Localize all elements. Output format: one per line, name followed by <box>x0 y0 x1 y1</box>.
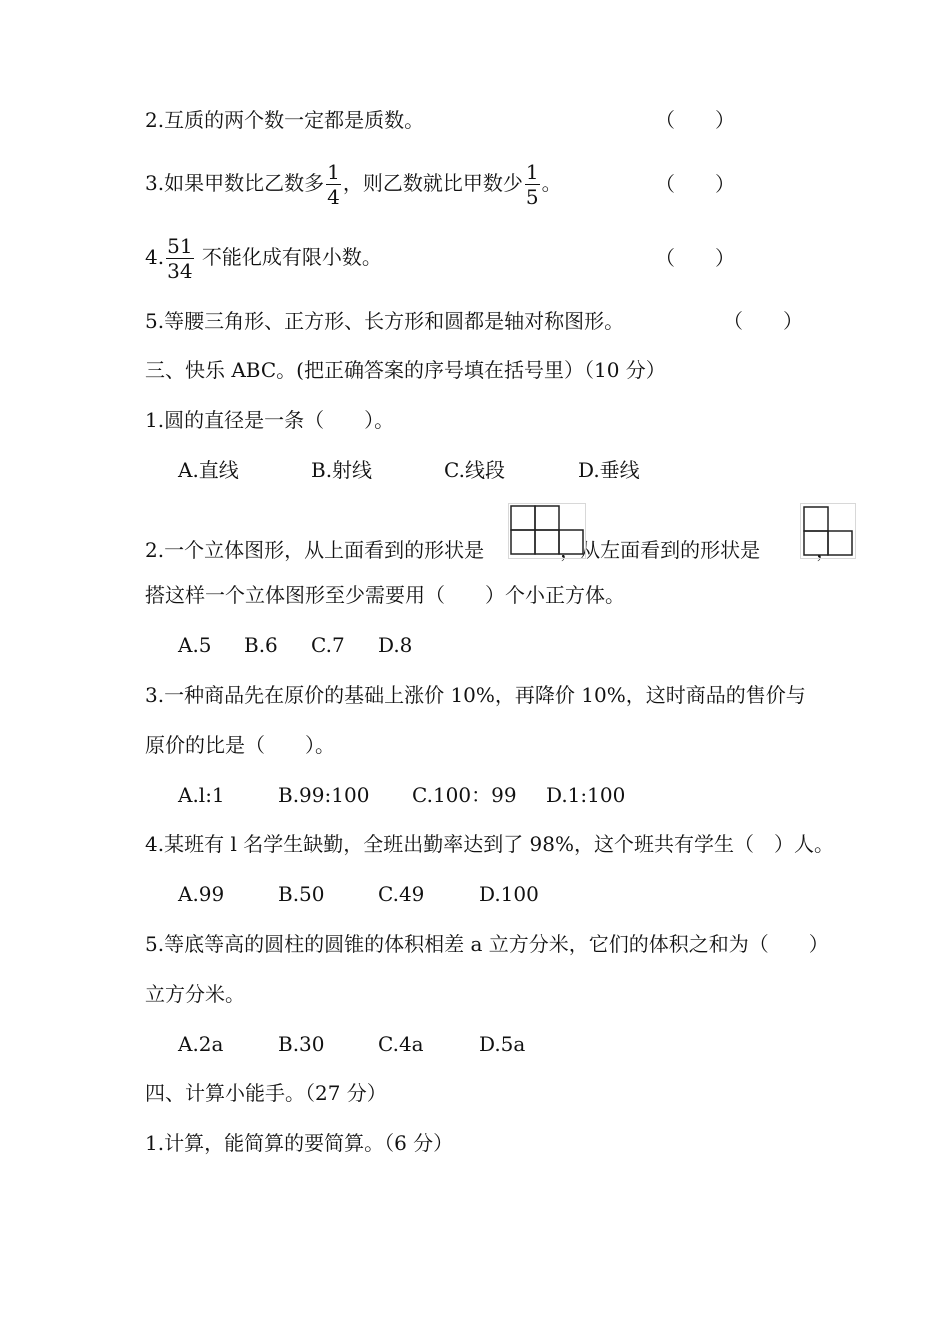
judge-q4-pre: 4. <box>145 245 165 269</box>
mc-q5-line1: 5.等底等高的圆柱的圆锥的体积相差 a 立方分米，它们的体积之和为（ ） <box>145 932 829 956</box>
judge-q3-answer-paren[interactable]: （ ） <box>655 172 735 196</box>
top-view-figure <box>508 503 586 559</box>
mc-q1-text: 1.圆的直径是一条（ ）。 <box>145 408 395 432</box>
judge-q4-post: 不能化成有限小数。 <box>195 245 382 269</box>
mc-q2-line1 <box>145 536 836 564</box>
option-a[interactable]: A.l:1 <box>178 783 225 807</box>
option-b[interactable]: B.射线 <box>311 458 373 482</box>
option-b[interactable]: B.6 <box>244 633 278 657</box>
mc-q3-line2: 原价的比是（ ）。 <box>145 733 335 757</box>
mc-q2-post: ， <box>816 538 837 562</box>
judge-q2-text: 2.互质的两个数一定都是质数。 <box>145 108 425 132</box>
mc-q4-options <box>178 880 539 908</box>
fraction-one-fourth: $\frac{1}{4}$ <box>327 160 340 209</box>
option-a[interactable]: A.99 <box>178 882 225 906</box>
option-b[interactable]: B.30 <box>278 1032 325 1056</box>
judge-q3 <box>145 158 562 208</box>
judge-q4-answer-paren[interactable]: （ ） <box>655 246 735 270</box>
option-a[interactable]: A.5 <box>178 633 212 657</box>
calc-q1-text: 1.计算，能简算的要简算。（6 分） <box>145 1131 454 1155</box>
option-a[interactable]: A.直线 <box>178 458 239 482</box>
mc-q5-line2: 立方分米。 <box>145 982 245 1006</box>
judge-q2-answer-paren[interactable]: （ ） <box>655 108 735 132</box>
option-d[interactable]: D.5a <box>479 1032 526 1056</box>
option-c[interactable]: C.线段 <box>444 458 505 482</box>
judge-q2 <box>145 106 424 134</box>
option-c[interactable]: C.100：99 <box>412 783 517 807</box>
option-c[interactable]: C.7 <box>311 633 345 657</box>
option-c[interactable]: C.49 <box>378 882 425 906</box>
mc-q1-options <box>178 456 640 484</box>
mc-q5-options <box>178 1030 525 1058</box>
mc-q3-options <box>178 781 625 809</box>
option-a[interactable]: A.2a <box>178 1032 224 1056</box>
option-b[interactable]: B.99:100 <box>278 783 370 807</box>
option-d[interactable]: D.垂线 <box>578 458 640 482</box>
judge-q3-pre: 3.如果甲数比乙数多 <box>145 171 325 195</box>
mc-q2-line2: 搭这样一个立体图形至少需要用（ ）个小正方体。 <box>145 583 625 607</box>
mc-q2-mid: ，从左面看到的形状是 <box>560 538 761 562</box>
fraction-51-34: $\frac{51}{34}$ <box>167 234 193 283</box>
judge-q3-post: 。 <box>541 171 562 195</box>
left-view-figure <box>800 503 856 559</box>
option-c[interactable]: C.4a <box>378 1032 424 1056</box>
mc-q2-options <box>178 631 412 659</box>
judge-q5 <box>145 307 624 335</box>
fraction-one-fifth: $\frac{1}{5}$ <box>525 160 539 209</box>
judge-q5-text: 5.等腰三角形、正方形、长方形和圆都是轴对称图形。 <box>145 309 625 333</box>
section4-heading: 四、计算小能手。（27 分） <box>145 1081 387 1105</box>
section3-heading: 三、快乐 ABC。(把正确答案的序号填在括号里）（10 分） <box>145 358 666 382</box>
option-d[interactable]: D.1:100 <box>546 783 626 807</box>
judge-q4 <box>145 232 382 282</box>
judge-q3-mid: ，则乙数就比甲数少 <box>342 171 523 195</box>
option-d[interactable]: D.100 <box>479 882 539 906</box>
mc-q3-line1: 3.一种商品先在原价的基础上涨价 10%，再降价 10%，这时商品的售价与 <box>145 683 806 707</box>
mc-q2-pre: 2.一个立体图形，从上面看到的形状是 <box>145 538 485 562</box>
mc-q4-text: 4.某班有 l 名学生缺勤，全班出勤率达到了 98%，这个班共有学生（ ）人。 <box>145 832 835 856</box>
option-b[interactable]: B.50 <box>278 882 325 906</box>
option-d[interactable]: D.8 <box>378 633 413 657</box>
judge-q5-answer-paren[interactable]: （ ） <box>723 309 803 333</box>
